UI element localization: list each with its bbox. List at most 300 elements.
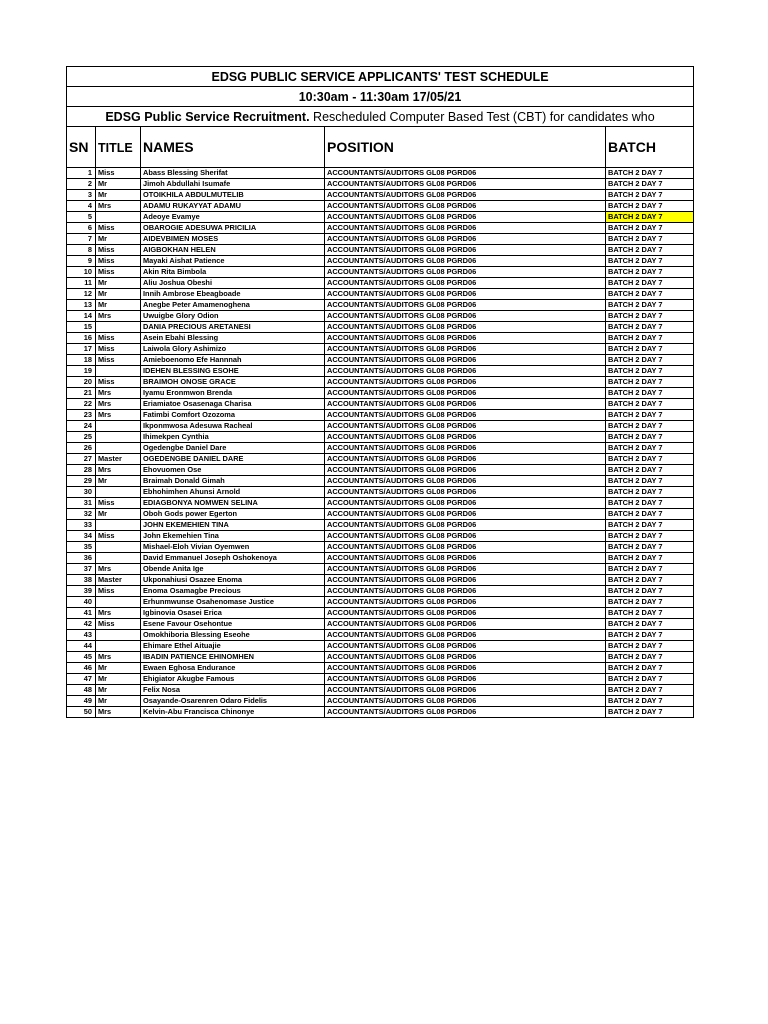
cell-title: Mr xyxy=(96,476,141,487)
cell-name: Aliu Joshua Obeshi xyxy=(141,278,325,289)
cell-batch: BATCH 2 DAY 7 xyxy=(606,630,694,641)
table-row xyxy=(67,432,694,443)
cell-sn: 32 xyxy=(67,509,96,520)
cell-batch: BATCH 2 DAY 7 xyxy=(606,223,694,234)
table-row xyxy=(67,267,694,278)
cell-sn: 2 xyxy=(67,179,96,190)
cell-sn: 10 xyxy=(67,267,96,278)
cell-title: Miss xyxy=(96,619,141,630)
cell-title: Miss xyxy=(96,256,141,267)
cell-title: Mr xyxy=(96,685,141,696)
cell-position: ACCOUNTANTS/AUDITORS GL08 PGRD06 xyxy=(325,278,606,289)
cell-title: Master xyxy=(96,575,141,586)
time-row xyxy=(67,87,694,107)
cell-title xyxy=(96,542,141,553)
cell-batch: BATCH 2 DAY 7 xyxy=(606,355,694,366)
header-names: NAMES xyxy=(141,127,325,168)
cell-sn: 41 xyxy=(67,608,96,619)
cell-title xyxy=(96,630,141,641)
cell-title: Mr xyxy=(96,234,141,245)
cell-position: ACCOUNTANTS/AUDITORS GL08 PGRD06 xyxy=(325,619,606,630)
cell-sn: 42 xyxy=(67,619,96,630)
cell-batch: BATCH 2 DAY 7 xyxy=(606,509,694,520)
table-row xyxy=(67,234,694,245)
cell-name: BRAIMOH ONOSE GRACE xyxy=(141,377,325,388)
cell-sn: 28 xyxy=(67,465,96,476)
cell-title xyxy=(96,553,141,564)
schedule-sheet xyxy=(66,66,693,718)
cell-position: ACCOUNTANTS/AUDITORS GL08 PGRD06 xyxy=(325,300,606,311)
table-row xyxy=(67,696,694,707)
cell-position: ACCOUNTANTS/AUDITORS GL08 PGRD06 xyxy=(325,531,606,542)
cell-title: Mr xyxy=(96,696,141,707)
cell-title: Mr xyxy=(96,179,141,190)
cell-batch: BATCH 2 DAY 7 xyxy=(606,707,694,718)
cell-batch: BATCH 2 DAY 7 xyxy=(606,542,694,553)
table-row xyxy=(67,597,694,608)
table-row xyxy=(67,399,694,410)
cell-batch: BATCH 2 DAY 7 xyxy=(606,520,694,531)
cell-position: ACCOUNTANTS/AUDITORS GL08 PGRD06 xyxy=(325,355,606,366)
cell-position: ACCOUNTANTS/AUDITORS GL08 PGRD06 xyxy=(325,223,606,234)
cell-name: John Ekemehien Tina xyxy=(141,531,325,542)
cell-name: Omokhiboria Blessing Eseohe xyxy=(141,630,325,641)
cell-name: Anegbe Peter Amamenoghena xyxy=(141,300,325,311)
cell-title: Miss xyxy=(96,245,141,256)
cell-name: DANIA PRECIOUS ARETANESI xyxy=(141,322,325,333)
cell-title: Miss xyxy=(96,586,141,597)
cell-title: Mr xyxy=(96,663,141,674)
cell-sn: 14 xyxy=(67,311,96,322)
cell-name: ADAMU RUKAYYAT ADAMU xyxy=(141,201,325,212)
cell-position: ACCOUNTANTS/AUDITORS GL08 PGRD06 xyxy=(325,366,606,377)
cell-name: Oboh Gods power Egerton xyxy=(141,509,325,520)
cell-name: Igbinovia Osasei Erica xyxy=(141,608,325,619)
cell-position: ACCOUNTANTS/AUDITORS GL08 PGRD06 xyxy=(325,454,606,465)
cell-title xyxy=(96,421,141,432)
cell-name: Felix Nosa xyxy=(141,685,325,696)
cell-title: Miss xyxy=(96,333,141,344)
cell-batch: BATCH 2 DAY 7 xyxy=(606,685,694,696)
cell-sn: 12 xyxy=(67,289,96,300)
cell-title: Miss xyxy=(96,168,141,179)
table-row xyxy=(67,476,694,487)
header-position: POSITION xyxy=(325,127,606,168)
table-row xyxy=(67,619,694,630)
cell-name: JOHN EKEMEHIEN TINA xyxy=(141,520,325,531)
cell-title: Mrs xyxy=(96,399,141,410)
table-row xyxy=(67,630,694,641)
cell-batch: BATCH 2 DAY 7 xyxy=(606,267,694,278)
cell-position: ACCOUNTANTS/AUDITORS GL08 PGRD06 xyxy=(325,696,606,707)
cell-position: ACCOUNTANTS/AUDITORS GL08 PGRD06 xyxy=(325,179,606,190)
cell-sn: 11 xyxy=(67,278,96,289)
table-row xyxy=(67,531,694,542)
table-row xyxy=(67,410,694,421)
table-row xyxy=(67,245,694,256)
cell-name: Amieboenomo Efe Hannnah xyxy=(141,355,325,366)
cell-name: Ukponahiusi Osazee Enoma xyxy=(141,575,325,586)
cell-title xyxy=(96,597,141,608)
cell-batch: BATCH 2 DAY 7 xyxy=(606,553,694,564)
cell-name: Mishael-Eloh Vivian Oyemwen xyxy=(141,542,325,553)
cell-name: Mayaki Aishat Patience xyxy=(141,256,325,267)
cell-name: Ihimekpen Cynthia xyxy=(141,432,325,443)
cell-title xyxy=(96,432,141,443)
cell-batch: BATCH 2 DAY 7 xyxy=(606,179,694,190)
cell-position: ACCOUNTANTS/AUDITORS GL08 PGRD06 xyxy=(325,322,606,333)
cell-batch: BATCH 2 DAY 7 xyxy=(606,498,694,509)
cell-batch: BATCH 2 DAY 7 xyxy=(606,696,694,707)
cell-batch: BATCH 2 DAY 7 xyxy=(606,289,694,300)
cell-batch: BATCH 2 DAY 7 xyxy=(606,278,694,289)
cell-sn: 49 xyxy=(67,696,96,707)
table-row xyxy=(67,520,694,531)
cell-name: Ehigiator Akugbe Famous xyxy=(141,674,325,685)
cell-batch: BATCH 2 DAY 7 xyxy=(606,575,694,586)
cell-sn: 34 xyxy=(67,531,96,542)
header-title: TITLE xyxy=(96,127,141,168)
cell-sn: 21 xyxy=(67,388,96,399)
cell-name: Laiwola Glory Ashimizo xyxy=(141,344,325,355)
cell-name: Ehovuomen Ose xyxy=(141,465,325,476)
cell-position: ACCOUNTANTS/AUDITORS GL08 PGRD06 xyxy=(325,586,606,597)
cell-batch: BATCH 2 DAY 7 xyxy=(606,322,694,333)
cell-position: ACCOUNTANTS/AUDITORS GL08 PGRD06 xyxy=(325,234,606,245)
cell-name: OGEDENGBE DANIEL DARE xyxy=(141,454,325,465)
cell-name: EDIAGBONYA NOMWEN SELINA xyxy=(141,498,325,509)
cell-batch: BATCH 2 DAY 7 xyxy=(606,421,694,432)
cell-sn: 3 xyxy=(67,190,96,201)
cell-batch: BATCH 2 DAY 7 xyxy=(606,608,694,619)
cell-title: Miss xyxy=(96,377,141,388)
cell-title: Mrs xyxy=(96,652,141,663)
cell-name: Eriamiatoe Osasenaga Charisa xyxy=(141,399,325,410)
cell-position: ACCOUNTANTS/AUDITORS GL08 PGRD06 xyxy=(325,212,606,223)
cell-batch: BATCH 2 DAY 7 xyxy=(606,443,694,454)
cell-position: ACCOUNTANTS/AUDITORS GL08 PGRD06 xyxy=(325,641,606,652)
cell-title: Master xyxy=(96,454,141,465)
cell-batch: BATCH 2 DAY 7 xyxy=(606,388,694,399)
table-row xyxy=(67,212,694,223)
cell-batch: BATCH 2 DAY 7 xyxy=(606,410,694,421)
document-title: EDSG PUBLIC SERVICE APPLICANTS' TEST SCHEDULE xyxy=(67,67,694,87)
cell-sn: 25 xyxy=(67,432,96,443)
cell-name: Innih Ambrose Ebeagboade xyxy=(141,289,325,300)
cell-sn: 45 xyxy=(67,652,96,663)
cell-position: ACCOUNTANTS/AUDITORS GL08 PGRD06 xyxy=(325,498,606,509)
table-row xyxy=(67,707,694,718)
schedule-table xyxy=(66,66,694,718)
cell-position: ACCOUNTANTS/AUDITORS GL08 PGRD06 xyxy=(325,465,606,476)
table-row xyxy=(67,641,694,652)
cell-sn: 36 xyxy=(67,553,96,564)
table-row xyxy=(67,498,694,509)
cell-position: ACCOUNTANTS/AUDITORS GL08 PGRD06 xyxy=(325,564,606,575)
cell-title: Mrs xyxy=(96,608,141,619)
notice-row xyxy=(67,107,694,127)
test-time: 10:30am - 11:30am 17/05/21 xyxy=(67,87,694,107)
table-row xyxy=(67,289,694,300)
title-row xyxy=(67,67,694,87)
cell-position: ACCOUNTANTS/AUDITORS GL08 PGRD06 xyxy=(325,487,606,498)
cell-name: Enoma Osamagbe Precious xyxy=(141,586,325,597)
cell-name: OBAROGIE ADESUWA PRICILIA xyxy=(141,223,325,234)
table-row xyxy=(67,256,694,267)
cell-batch: BATCH 2 DAY 7 xyxy=(606,465,694,476)
cell-title: Mrs xyxy=(96,201,141,212)
cell-title xyxy=(96,641,141,652)
cell-position: ACCOUNTANTS/AUDITORS GL08 PGRD06 xyxy=(325,377,606,388)
cell-sn: 22 xyxy=(67,399,96,410)
cell-name: IDEHEN BLESSING ESOHE xyxy=(141,366,325,377)
notice-cell xyxy=(67,107,694,127)
cell-name: Kelvin-Abu Francisca Chinonye xyxy=(141,707,325,718)
cell-position: ACCOUNTANTS/AUDITORS GL08 PGRD06 xyxy=(325,267,606,278)
cell-sn: 33 xyxy=(67,520,96,531)
cell-batch: BATCH 2 DAY 7 xyxy=(606,674,694,685)
cell-sn: 31 xyxy=(67,498,96,509)
cell-name: Ikponmwosa Adesuwa Racheal xyxy=(141,421,325,432)
cell-sn: 48 xyxy=(67,685,96,696)
cell-position: ACCOUNTANTS/AUDITORS GL08 PGRD06 xyxy=(325,168,606,179)
cell-position: ACCOUNTANTS/AUDITORS GL08 PGRD06 xyxy=(325,509,606,520)
cell-sn: 23 xyxy=(67,410,96,421)
cell-sn: 44 xyxy=(67,641,96,652)
cell-position: ACCOUNTANTS/AUDITORS GL08 PGRD06 xyxy=(325,685,606,696)
cell-batch: BATCH 2 DAY 7 xyxy=(606,597,694,608)
cell-batch: BATCH 2 DAY 7 xyxy=(606,245,694,256)
cell-position: ACCOUNTANTS/AUDITORS GL08 PGRD06 xyxy=(325,333,606,344)
cell-name: IBADIN PATIENCE EHINOMHEN xyxy=(141,652,325,663)
cell-sn: 30 xyxy=(67,487,96,498)
cell-name: Osayande-Osarenren Odaro Fidelis xyxy=(141,696,325,707)
cell-name: Ehimare Ethel Aituajie xyxy=(141,641,325,652)
cell-batch: BATCH 2 DAY 7 xyxy=(606,311,694,322)
table-row xyxy=(67,388,694,399)
cell-title: Mrs xyxy=(96,311,141,322)
table-row xyxy=(67,421,694,432)
header-batch: BATCH xyxy=(606,127,694,168)
cell-name: Ebhohimhen Ahunsi Arnold xyxy=(141,487,325,498)
table-row xyxy=(67,300,694,311)
cell-sn: 7 xyxy=(67,234,96,245)
cell-name: Obende Anita Ige xyxy=(141,564,325,575)
cell-position: ACCOUNTANTS/AUDITORS GL08 PGRD06 xyxy=(325,520,606,531)
table-row xyxy=(67,311,694,322)
cell-position: ACCOUNTANTS/AUDITORS GL08 PGRD06 xyxy=(325,652,606,663)
cell-name: Jimoh Abdullahi Isumafe xyxy=(141,179,325,190)
cell-position: ACCOUNTANTS/AUDITORS GL08 PGRD06 xyxy=(325,256,606,267)
cell-position: ACCOUNTANTS/AUDITORS GL08 PGRD06 xyxy=(325,608,606,619)
notice-bold: EDSG Public Service Recruitment. xyxy=(105,109,310,124)
cell-sn: 35 xyxy=(67,542,96,553)
cell-name: David Emmanuel Joseph Oshokenoya xyxy=(141,553,325,564)
table-row xyxy=(67,190,694,201)
table-row xyxy=(67,201,694,212)
cell-sn: 38 xyxy=(67,575,96,586)
cell-sn: 20 xyxy=(67,377,96,388)
cell-batch: BATCH 2 DAY 7 xyxy=(606,652,694,663)
table-row xyxy=(67,465,694,476)
cell-title: Mrs xyxy=(96,388,141,399)
cell-sn: 4 xyxy=(67,201,96,212)
table-row xyxy=(67,575,694,586)
cell-batch: BATCH 2 DAY 7 xyxy=(606,663,694,674)
cell-position: ACCOUNTANTS/AUDITORS GL08 PGRD06 xyxy=(325,399,606,410)
cell-name: Ogedengbe Daniel Dare xyxy=(141,443,325,454)
cell-position: ACCOUNTANTS/AUDITORS GL08 PGRD06 xyxy=(325,201,606,212)
cell-batch: BATCH 2 DAY 7 xyxy=(606,190,694,201)
notice-text: Rescheduled Computer Based Test (CBT) for candidates who xyxy=(309,109,655,124)
cell-batch: BATCH 2 DAY 7 xyxy=(606,564,694,575)
cell-batch: BATCH 2 DAY 7 xyxy=(606,201,694,212)
cell-name: Adeoye Evamye xyxy=(141,212,325,223)
table-row xyxy=(67,663,694,674)
cell-name: Abass Blessing Sherifat xyxy=(141,168,325,179)
table-row xyxy=(67,564,694,575)
cell-title xyxy=(96,443,141,454)
cell-sn: 8 xyxy=(67,245,96,256)
cell-name: AIDEVBIMEN MOSES xyxy=(141,234,325,245)
cell-title: Mrs xyxy=(96,564,141,575)
cell-position: ACCOUNTANTS/AUDITORS GL08 PGRD06 xyxy=(325,597,606,608)
table-row xyxy=(67,223,694,234)
cell-title: Mr xyxy=(96,278,141,289)
cell-sn: 46 xyxy=(67,663,96,674)
cell-sn: 17 xyxy=(67,344,96,355)
cell-title: Mrs xyxy=(96,410,141,421)
table-row xyxy=(67,509,694,520)
cell-batch: BATCH 2 DAY 7 xyxy=(606,432,694,443)
cell-sn: 1 xyxy=(67,168,96,179)
table-row xyxy=(67,586,694,597)
cell-sn: 24 xyxy=(67,421,96,432)
cell-batch: BATCH 2 DAY 7 xyxy=(606,531,694,542)
cell-batch: BATCH 2 DAY 7 xyxy=(606,333,694,344)
cell-name: Akin Rita Bimbola xyxy=(141,267,325,278)
table-row xyxy=(67,333,694,344)
cell-title: Miss xyxy=(96,498,141,509)
table-row xyxy=(67,344,694,355)
table-row xyxy=(67,542,694,553)
cell-batch: BATCH 2 DAY 7 xyxy=(606,487,694,498)
cell-position: ACCOUNTANTS/AUDITORS GL08 PGRD06 xyxy=(325,289,606,300)
cell-position: ACCOUNTANTS/AUDITORS GL08 PGRD06 xyxy=(325,476,606,487)
cell-name: Esene Favour Osehontue xyxy=(141,619,325,630)
cell-batch: BATCH 2 DAY 7 xyxy=(606,366,694,377)
cell-name: Uwuigbe Glory Odion xyxy=(141,311,325,322)
cell-title: Mr xyxy=(96,190,141,201)
cell-title xyxy=(96,487,141,498)
cell-position: ACCOUNTANTS/AUDITORS GL08 PGRD06 xyxy=(325,630,606,641)
cell-batch: BATCH 2 DAY 7 xyxy=(606,476,694,487)
cell-title: Miss xyxy=(96,223,141,234)
cell-batch: BATCH 2 DAY 7 xyxy=(606,399,694,410)
cell-name: AIGBOKHAN HELEN xyxy=(141,245,325,256)
cell-position: ACCOUNTANTS/AUDITORS GL08 PGRD06 xyxy=(325,707,606,718)
cell-position: ACCOUNTANTS/AUDITORS GL08 PGRD06 xyxy=(325,674,606,685)
table-row xyxy=(67,377,694,388)
cell-position: ACCOUNTANTS/AUDITORS GL08 PGRD06 xyxy=(325,542,606,553)
cell-title xyxy=(96,366,141,377)
cell-name: Iyamu Eronmwon Brenda xyxy=(141,388,325,399)
cell-name: OTOIKHILA ABDULMUTELIB xyxy=(141,190,325,201)
cell-position: ACCOUNTANTS/AUDITORS GL08 PGRD06 xyxy=(325,443,606,454)
cell-sn: 9 xyxy=(67,256,96,267)
cell-position: ACCOUNTANTS/AUDITORS GL08 PGRD06 xyxy=(325,245,606,256)
cell-title xyxy=(96,322,141,333)
cell-sn: 39 xyxy=(67,586,96,597)
table-row xyxy=(67,685,694,696)
cell-position: ACCOUNTANTS/AUDITORS GL08 PGRD06 xyxy=(325,421,606,432)
cell-sn: 6 xyxy=(67,223,96,234)
table-row xyxy=(67,168,694,179)
cell-position: ACCOUNTANTS/AUDITORS GL08 PGRD06 xyxy=(325,388,606,399)
table-row xyxy=(67,322,694,333)
cell-position: ACCOUNTANTS/AUDITORS GL08 PGRD06 xyxy=(325,432,606,443)
schedule-table-body xyxy=(67,67,694,718)
table-row xyxy=(67,179,694,190)
cell-batch: BATCH 2 DAY 7 xyxy=(606,377,694,388)
cell-batch: BATCH 2 DAY 7 xyxy=(606,454,694,465)
table-row xyxy=(67,652,694,663)
table-row xyxy=(67,553,694,564)
cell-position: ACCOUNTANTS/AUDITORS GL08 PGRD06 xyxy=(325,553,606,564)
cell-sn: 16 xyxy=(67,333,96,344)
table-row xyxy=(67,355,694,366)
cell-name: Ewaen Eghosa Endurance xyxy=(141,663,325,674)
cell-position: ACCOUNTANTS/AUDITORS GL08 PGRD06 xyxy=(325,344,606,355)
table-row xyxy=(67,366,694,377)
cell-title: Mr xyxy=(96,289,141,300)
cell-sn: 37 xyxy=(67,564,96,575)
cell-sn: 26 xyxy=(67,443,96,454)
cell-position: ACCOUNTANTS/AUDITORS GL08 PGRD06 xyxy=(325,190,606,201)
cell-title: Miss xyxy=(96,355,141,366)
table-row xyxy=(67,443,694,454)
cell-position: ACCOUNTANTS/AUDITORS GL08 PGRD06 xyxy=(325,311,606,322)
cell-sn: 15 xyxy=(67,322,96,333)
table-row xyxy=(67,454,694,465)
cell-title: Mrs xyxy=(96,707,141,718)
cell-name: Braimah Donald Gimah xyxy=(141,476,325,487)
cell-sn: 47 xyxy=(67,674,96,685)
cell-name: Fatimbi Comfort Ozozoma xyxy=(141,410,325,421)
cell-position: ACCOUNTANTS/AUDITORS GL08 PGRD06 xyxy=(325,410,606,421)
cell-title: Miss xyxy=(96,531,141,542)
cell-title: Mr xyxy=(96,674,141,685)
cell-title: Mr xyxy=(96,509,141,520)
cell-batch: BATCH 2 DAY 7 xyxy=(606,586,694,597)
cell-sn: 50 xyxy=(67,707,96,718)
cell-batch: BATCH 2 DAY 7 xyxy=(606,344,694,355)
cell-title: Miss xyxy=(96,344,141,355)
cell-batch: BATCH 2 DAY 7 xyxy=(606,168,694,179)
table-row xyxy=(67,487,694,498)
cell-name: Erhunmwunse Osahenomase Justice xyxy=(141,597,325,608)
header-sn: SN xyxy=(67,127,96,168)
table-row xyxy=(67,674,694,685)
cell-sn: 27 xyxy=(67,454,96,465)
cell-sn: 5 xyxy=(67,212,96,223)
cell-batch: BATCH 2 DAY 7 xyxy=(606,256,694,267)
cell-name: Asein Ebahi Blessing xyxy=(141,333,325,344)
cell-batch: BATCH 2 DAY 7 xyxy=(606,641,694,652)
cell-batch: BATCH 2 DAY 7 xyxy=(606,619,694,630)
table-row xyxy=(67,278,694,289)
cell-sn: 43 xyxy=(67,630,96,641)
